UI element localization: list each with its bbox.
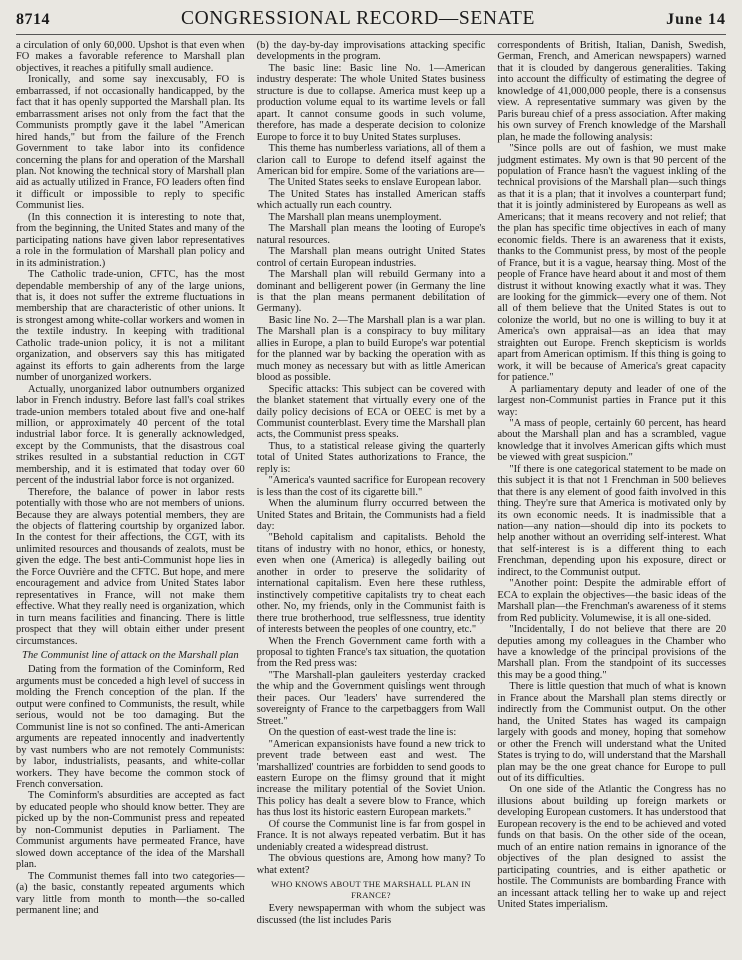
paragraph: The Marshall plan means unemployment.: [268, 211, 442, 223]
paragraph: "American expansionists have found a new trick to prevent trade between east and west. The 'marshallized' countries are forbidden to send goods to eastern Europe on the flimsy ground that it might increase the military potential of the Soviet Union. This policy has dealt a severe blow to France, which has thus lost its historic eastern European markets.": [256, 738, 486, 819]
paragraph: "Since polls are out of fashion, we must make judgment estimates. My own is that 90 percent of the population of France hasn't the vaguest inkling of the technical provisions of the Marshall plan—such things as that it is a plan; that it involves a counterpart fund; that it is jointly administered by Europeans as well as Americans; that it means recovery and not relief; that the plan has specific time objectives in each of many economic fields. There is an awareness that it exists, thanks to the Communist press, by most of the people of France, but it is a vague, hearsay thing. Most of the people of France have heard about it and most of them distrust it without knowing exactly what it was. They are looking for the gimmick—every one of them. Not all of them believe that the United States is out to colonize the world, but no one is willing to buy it at America's own appraisal—as an idea that may straighten out Europe. French skepticism is worlds apart from American optimism. If this thing is going to work, it will be because of America's great capacity for patience.": [497, 143, 726, 384]
paragraph: The Marshall plan means the looting of Europe's natural resources.: [256, 223, 486, 246]
section-heading: The Communist line of attack on the Marshall plan: [22, 650, 239, 662]
column-3: [497, 40, 726, 958]
paragraph: Dating from the formation of the Cominform, Red arguments must be conceded a high level of success in molding the French conception of the plan. If the output were confined to Communists, the result, while serious, would not be too damaging. But the Communist line is not so confined. The anti-American arguments are repeated innocently and inadvertently by vast numbers who are not remotely Communists: by labor, industrialists, peasants, and white-collar workers. They have become the common stock of French conversation.: [16, 664, 245, 790]
publication-title: CONGRESSIONAL RECORD—SENATE: [181, 8, 536, 29]
page-header: [16, 8, 726, 35]
paragraph: "A mass of people, certainly 60 percent, has heard about the Marshall plan and has a scrambled, vague knowledge that it involves American gifts which must be viewed with great suspicion.": [497, 417, 726, 464]
paragraph: correspondents of British, Italian, Danish, Swedish, German, French, and American newspapers) warned that it is clouded by dangerous generalities. Taking into account the difficulty of estimating the degree of knowledge of 41,000,000 people, there is a consensus view. A representative summary was given by the Paris bureau chief of a press association. After making his own survey of French knowledge of the Marshall plan, he made the following analysis:: [497, 40, 726, 143]
paragraph: The Catholic trade-union, CFTC, has the most dependable membership of any of the large unions, that is, it does not suffer the extreme fluctuations in membership that are characteristic of other unions. It is strongest among white-collar workers and women in the textile industry. In keeping with traditional Catholic trade-union policy, it is not a militant organization, and observers say this has mitigated against its efforts to gain adherents from the large number of unorganized workers.: [16, 269, 245, 384]
paragraph: The United States has installed American staffs which actually run each country.: [256, 188, 486, 212]
paragraph: The obvious questions are, Among how many? To what extent?: [256, 853, 486, 876]
column-2: [257, 40, 486, 958]
paragraph: Specific attacks: This subject can be covered with the blanket statement that virtually every one of the daily policy decisions of ECA or OEEC is met by a Communist counterblast. Every time the Marshall plan acts, the Communist press speaks.: [256, 383, 486, 441]
paragraph: Basic line No. 2—The Marshall plan is a war plan. The Marshall plan is a conspiracy to buy military allies in Europe, a plan to build Europe's war potential for the planned war by backing the operation with as much money as necessary but with as little American blood as possible.: [256, 314, 486, 384]
paragraph: a circulation of only 60,000. Upshot is that even when FO makes a favorable reference to Marshall plan objectives, it reaches a pitifully small audience.: [16, 40, 245, 74]
paragraph: "America's vaunted sacrifice for European recovery is less than the cost of its cigarette bill.": [256, 475, 486, 498]
paragraph: The basic line: Basic line No. 1—American industry desperate: The whole United States business structure is due to collapse. America must keep up a production volume equal to its wartime levels or fall apart. It cannot consume goods in such volume, therefore, has made a desperate decision to colonize Europe to force it to buy United States surpluses.: [256, 62, 486, 143]
paragraph: On the question of east-west trade the line is:: [268, 727, 457, 739]
paragraph: "Behold capitalism and capitalists. Behold the titans of industry with no honor, ethics, or honesty, even when one (America) is allegedly bailing out another in order to preserve the solidarity of international capitalism. Even here these ruthless, instinctively competitive capitalists try to cheat each other. No, my friends, only in the Communist faith is there true brotherhood, true selflessness, true identity of interests between the peoples of one country, etc.": [256, 532, 486, 636]
paragraph: "If there is one categorical statement to be made on this subject it is that not 1 Frenchman in 500 believes that there is any element of good faith involved in this thing. They're sure that America is motivated only by its own economic needs. It is inadmissible that a nation—any nation—should dip into its pockets to help another without an overriding self-interest. What that self-interest is is a different thing to each Frenchman, depending upon his exposure, direct or indirect, to the Communist output.: [497, 463, 726, 578]
paragraph: This theme has numberless variations, all of them a clarion call to Europe to defend itself against the American bid for empire. Some of the variations are—: [256, 143, 486, 177]
section-heading: WHO KNOWS ABOUT THE MARSHALL PLAN IN FRANCE?: [271, 879, 471, 900]
paragraph: "The Marshall-plan gauleiters yesterday cracked the whip and the Government quislings went through their paces. Our 'leaders' have surrendered the sovereignty of France to the carpetbaggers from Wall Street.": [256, 669, 486, 727]
paragraph: (b) the day-by-day improvisations attacking specific developments in the program.: [256, 40, 486, 63]
paragraph: The Marshall plan means outright United States control of certain European industries.: [256, 246, 486, 269]
paragraph: There is little question that much of what is known in France about the Marshall plan stems directly or indirectly from the Communist output. On the other hand, the United States has waged its campaign largely with goods and money, hoping that somehow or other the French will understand what the United States is trying to do, will understand that the Marshall plan may be the one great chance for Europe to pull out of its difficulties.: [497, 681, 726, 784]
paragraph: Ironically, and some say inexcusably, FO is embarrassed, if not occasionally handicapped, by the fact that it has openly supported the Marshall plan. Its embarrassment arises not only from the fact that the Communists promptly gave it the label "American hired hands," but from the failure of the French Government to take labor into its confidence concerning the plans for and operation of the Marshall plan. Not knowing the technical story of Marshall plan aid as actually utilized in France, FO leaders often find it difficult or impossible to reply to specific Communist lies.: [16, 74, 245, 212]
paragraph: Every newspaperman with whom the subject was discussed (the list includes Paris: [256, 903, 486, 926]
paragraph: "Incidentally, I do not believe that there are 20 deputies among my colleagues in the Chamber who have a knowledge of the principal provisions of the Marshall plan. From the standpoint of its successes this may be a good thing.": [497, 624, 726, 681]
paragraph: "Another point: Despite the admirable effort of ECA to explain the objectives—the basic ideas of the Marshall plan—the Frenchman's awareness of it stems from Red publicity. Volumewise, it is all one-sided.: [497, 578, 726, 624]
paragraph: Of course the Communist line is far from gospel in France. It is not always repeated verbatim. But it has undeniably created a widespread distrust.: [256, 818, 486, 853]
text-columns: [16, 40, 726, 958]
paragraph: Thus, to a statistical release giving the quarterly total of United States authorizations to France, the reply is:: [256, 440, 486, 475]
paragraph: The United States seeks to enslave European labor.: [268, 177, 482, 189]
page-number: 8714: [16, 11, 50, 28]
paragraph: The Marshall plan will rebuild Germany into a dominant and belligerent power (in Germany the line is that the plan means permanent debilitation of Germany).: [256, 269, 486, 315]
paragraph: Actually, unorganized labor outnumbers organized labor in French industry. Before last fall's coal strikes trade-union members totaled about five and one-half million, or approximately 40 percent of the total industrial labor force. It is generally acknowledged, except by the Communists, that the disastrous coal strikes resulted in a substantial reduction in CGT membership, and it is estimated that today over 60 percent of the industrial labor force is not organized.: [16, 383, 245, 487]
paragraph: The Communist themes fall into two categories—(a) the basic, constantly repeated arguments which vary little from month to month—the so-called permanent line; and: [16, 870, 245, 916]
paragraph: When the French Government came forth with a proposal to tighten France's tax situation, the quotation from the Red press was:: [256, 635, 486, 670]
paragraph: A parliamentary deputy and leader of one of the largest non-Communist parties in France put it this way:: [497, 383, 726, 418]
paragraph: Therefore, the balance of power in labor rests potentially with those who are not members of unions. Because they are always potential members, they are the objects of flattering courtship by organized labor. In the contest for their affections, the CGT, with its unlimited resources and thousands of zealots, must be given the edge. The best anti-Communist hope lies in the Force Ouvrière and the CFTC. But hope, and mere encouragement and advice from United States labor representatives in France, will not make them effective. What they really need is organization, which in turn means facilities and financing. There is little prospect that they will obtain either under present circumstances.: [16, 486, 245, 647]
column-1: [16, 40, 245, 958]
paragraph: (In this connection it is interesting to note that, from the beginning, the United States and many of the participating nations have given labor representatives a role in the formulation of Marshall plan policy and in its administration.): [16, 211, 245, 269]
paragraph: When the aluminum flurry occurred between the United States and Britain, the Communists had a field day:: [256, 498, 486, 533]
paragraph: On one side of the Atlantic the Congress has no illusions about building up foreign markets or developing European customers. It has understood that European recovery is the end to be achieved and voted funds on that basis. On the other side of the ocean, much of an entire nation remains in ignorance of the objectives of the plan designed to assist the participating countries, and is either apathetic or hostile. The Communists are bombarding France with an incessant attack telling her to wake up and reject United States imperialism.: [497, 784, 726, 910]
page-date: June 14: [666, 11, 726, 28]
paragraph: The Cominform's absurdities are accepted as fact by educated people who should know better. They are picked up by the non-Communist press and repeated by non-Communist deputies in Parliament. The Communist arguments have permeated France, have slowed down acceptance of the idea of the Marshall plan.: [16, 790, 245, 871]
